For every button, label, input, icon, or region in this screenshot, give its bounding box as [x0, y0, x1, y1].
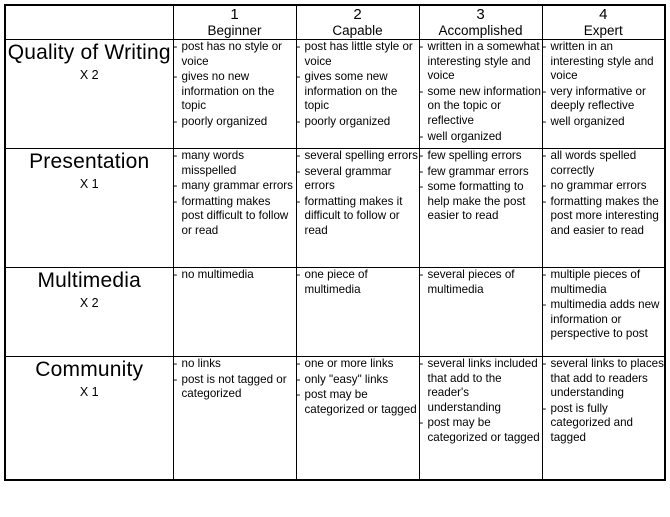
descriptor-item: - very informative or deeply reflective [543, 85, 665, 114]
level-number-2: 2 [353, 6, 362, 23]
descriptor-item: - well organized [420, 130, 542, 145]
descriptor-item: - some formatting to help make the post easier to read [420, 180, 542, 224]
descriptor-item: - gives no new information on the topic [174, 70, 296, 114]
descriptor-cell [173, 268, 296, 357]
descriptor-item: - well organized [543, 115, 665, 130]
level-header-2 [296, 5, 419, 40]
descriptor-list [420, 357, 542, 446]
descriptor-item: - post has no style or voice [174, 40, 296, 69]
descriptor-cell [173, 40, 296, 149]
descriptor-list [543, 149, 665, 239]
descriptor-item: - formatting makes it difficult to follow or read [297, 195, 419, 239]
descriptor-item: - multiple pieces of multimedia [543, 268, 665, 297]
descriptor-cell [419, 357, 542, 481]
descriptor-item: - poorly organized [174, 115, 296, 130]
criteria-cell-community [5, 357, 173, 481]
descriptor-list [174, 149, 296, 239]
rubric-table [4, 4, 666, 481]
table-row [5, 268, 665, 357]
table-row [5, 40, 665, 149]
criteria-cell-quality-of-writing [5, 40, 173, 149]
descriptor-item: - all words spelled correctly [543, 149, 665, 178]
descriptor-item: - several pieces of multimedia [420, 268, 542, 297]
descriptor-cell [296, 357, 419, 481]
descriptor-cell [173, 149, 296, 268]
descriptor-item: - few grammar errors [420, 165, 542, 180]
descriptor-item: - many grammar errors [174, 179, 296, 194]
criteria-name: Presentation [29, 150, 150, 173]
descriptor-cell [419, 268, 542, 357]
descriptor-list [543, 40, 665, 130]
descriptor-cell [296, 149, 419, 268]
descriptor-item: - few spelling errors [420, 149, 542, 164]
descriptor-item: - no links [174, 357, 296, 372]
criteria-weight: X 2 [79, 296, 99, 310]
descriptor-item: - formatting makes the post more interesting and easier to read [543, 195, 665, 239]
descriptor-item: - no multimedia [174, 268, 296, 283]
descriptor-item: - post has little style or voice [297, 40, 419, 69]
level-label-3: Accomplished [438, 23, 523, 38]
criteria-cell-multimedia [5, 268, 173, 357]
descriptor-cell [542, 357, 665, 481]
descriptor-item: - several grammar errors [297, 165, 419, 194]
descriptor-list [297, 40, 419, 130]
descriptor-item: - written in an interesting style and voice [543, 40, 665, 84]
descriptor-list [420, 149, 542, 224]
descriptor-cell [542, 149, 665, 268]
descriptor-item: - only "easy" links [297, 373, 419, 388]
level-header-3 [419, 5, 542, 40]
descriptor-cell [419, 149, 542, 268]
criteria-name: Quality of Writing [7, 41, 171, 64]
descriptor-item: - post may be categorized or tagged [297, 388, 419, 417]
descriptor-item: - formatting makes post difficult to follow or read [174, 195, 296, 239]
level-header-1 [173, 5, 296, 40]
descriptor-cell [173, 357, 296, 481]
level-number-4: 4 [599, 6, 608, 23]
descriptor-item: - poorly organized [297, 115, 419, 130]
descriptor-item: - post may be categorized or tagged [420, 416, 542, 445]
descriptor-list [420, 268, 542, 297]
level-header-4 [542, 5, 665, 40]
descriptor-item: - post is not tagged or categorized [174, 373, 296, 402]
descriptor-item: - one or more links [297, 357, 419, 372]
descriptor-item: - many words misspelled [174, 149, 296, 178]
descriptor-cell [296, 40, 419, 149]
level-label-4: Expert [583, 23, 623, 38]
descriptor-item: - several spelling errors [297, 149, 419, 164]
descriptor-list [174, 357, 296, 402]
descriptor-item: - several links included that add to the reader's understanding [420, 357, 542, 415]
descriptor-cell [542, 40, 665, 149]
criteria-name: Multimedia [37, 269, 142, 292]
descriptor-item: - multimedia adds new information or perspective to post [543, 298, 665, 342]
table-row [5, 357, 665, 481]
descriptor-item: - post is fully categorized and tagged [543, 402, 665, 446]
descriptor-list [543, 357, 665, 446]
descriptor-cell [542, 268, 665, 357]
level-number-3: 3 [476, 6, 485, 23]
descriptor-item: - gives some new information on the topic [297, 70, 419, 114]
table-header-row [5, 5, 665, 40]
criteria-weight: X 2 [79, 68, 99, 82]
descriptor-item: - several links to places that add to readers understanding [543, 357, 665, 401]
descriptor-item: - written in a somewhat interesting style and voice [420, 40, 542, 84]
descriptor-item: - one piece of multimedia [297, 268, 419, 297]
descriptor-list [543, 268, 665, 342]
descriptor-item: - some new information on the topic or reflective [420, 85, 542, 129]
header-corner-cell [5, 5, 173, 40]
descriptor-item: - no grammar errors [543, 179, 665, 194]
criteria-weight: X 1 [79, 177, 99, 191]
level-number-1: 1 [230, 6, 239, 23]
level-label-2: Capable [332, 23, 383, 38]
descriptor-list [297, 149, 419, 239]
descriptor-list [174, 40, 296, 130]
descriptor-list [420, 40, 542, 144]
table-row [5, 149, 665, 268]
criteria-cell-presentation [5, 149, 173, 268]
descriptor-cell [419, 40, 542, 149]
criteria-name: Community [35, 358, 144, 381]
descriptor-list [297, 268, 419, 297]
criteria-weight: X 1 [79, 385, 99, 399]
level-label-1: Beginner [207, 23, 262, 38]
descriptor-cell [296, 268, 419, 357]
descriptor-list [174, 268, 296, 283]
descriptor-list [297, 357, 419, 417]
